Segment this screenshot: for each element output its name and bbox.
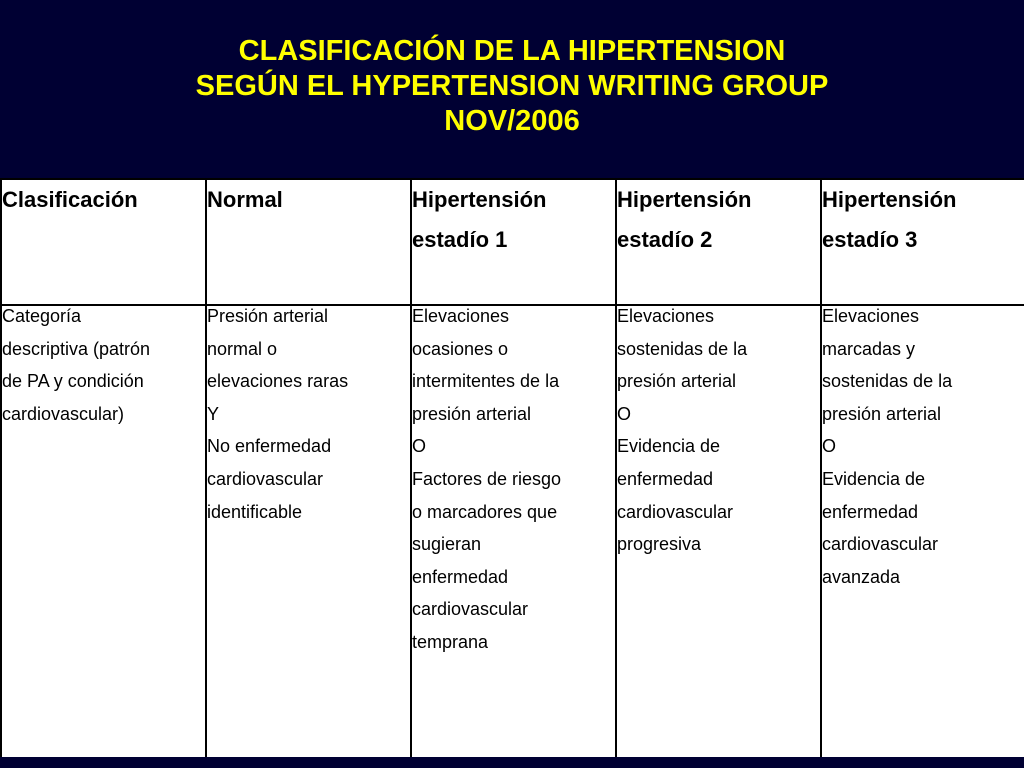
- bottom-border-strip: [0, 757, 1024, 768]
- header-estadio-3: Hipertensión estadío 3: [821, 179, 1024, 305]
- cell-normal: Presión arterial normal o elevaciones raras Y No enfermedad cardiovascular identificable: [206, 305, 411, 758]
- header-clasificacion: Clasificación: [1, 179, 206, 305]
- header-normal: Normal: [206, 179, 411, 305]
- title-line-1: CLASIFICACIÓN DE LA HIPERTENSION: [238, 35, 786, 67]
- table-row: [1, 305, 1024, 758]
- header-estadio-1: Hipertensión estadío 1: [411, 179, 616, 305]
- cell-estadio-3: Elevaciones marcadas y sostenidas de la presión arterial O Evidencia de enfermedad cardiovascular avanzada: [821, 305, 1024, 758]
- title-line-2: SEGÚN EL HYPERTENSION WRITING GROUP: [195, 70, 829, 102]
- cell-categoria: Categoría descriptiva (patrón de PA y condición cardiovascular): [1, 305, 206, 758]
- table-header-row: [1, 179, 1024, 305]
- cell-estadio-1: Elevaciones ocasiones o intermitentes de la presión arterial O Factores de riesgo o marcadores que sugieran enfermedad cardiovascular temprana: [411, 305, 616, 758]
- header-estadio-2: Hipertensión estadío 2: [616, 179, 821, 305]
- title-line-3: NOV/2006: [444, 105, 580, 137]
- classification-table: [0, 178, 1024, 759]
- cell-estadio-2: Elevaciones sostenidas de la presión arterial O Evidencia de enfermedad cardiovascular progresiva: [616, 305, 821, 758]
- slide-title: [0, 34, 1024, 139]
